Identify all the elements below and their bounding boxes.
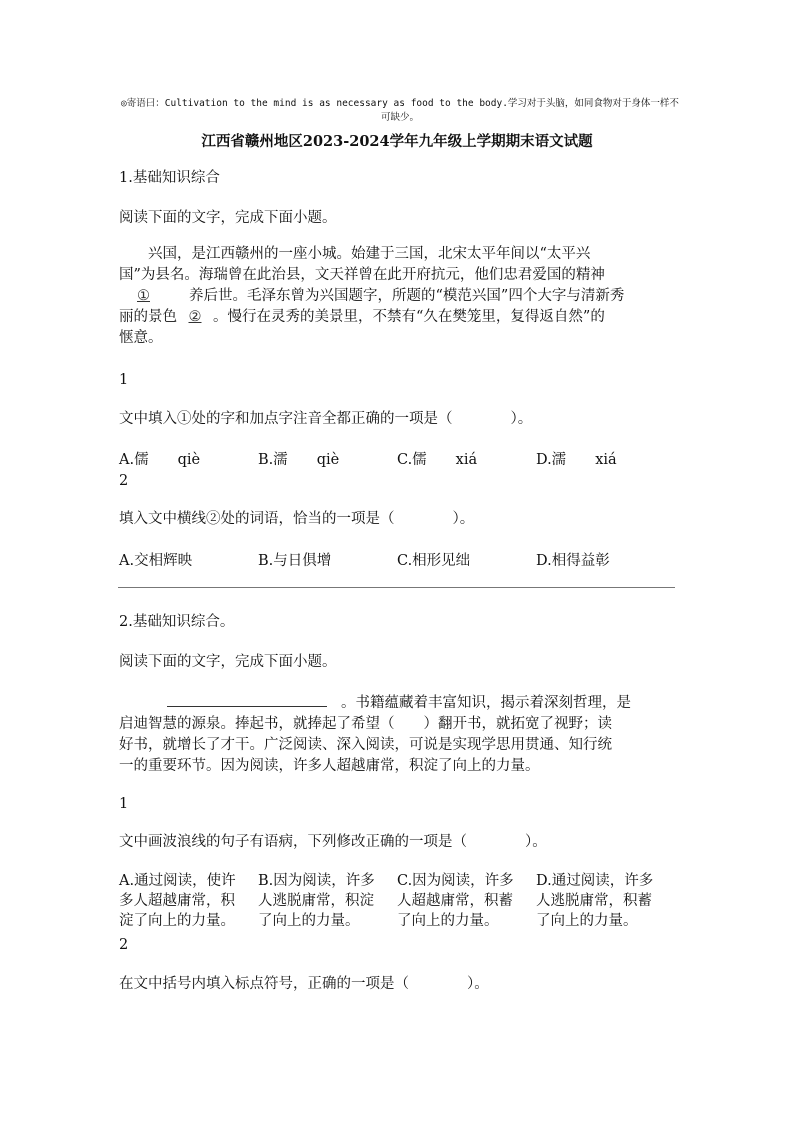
option-line: 多人超越庸常，积 [119,893,235,909]
option-line: 人逃脱庸常，积淀 [258,893,374,909]
q1-sub1-number: 1 [119,372,129,388]
q2-heading: 2.基础知识综合。 [119,614,235,630]
q1-sub2-option-c[interactable]: C.相形见绌 [397,553,471,569]
q1-passage-text: 。慢行在灵秀的美景里，不禁有“久在樊笼里，复得返自然”的 [213,309,605,325]
q2-passage-line: 好书，就增长了才干。广泛阅读、深入阅读，可说是实现学思用贯通、知行统 [119,737,612,753]
option-line: 人超越庸常，积蓄 [397,893,513,909]
q1-sub2-option-a[interactable]: A.交相辉映 [119,553,193,569]
q1-sub1-question: 文中填入①处的字和加点字注音全都正确的一项是（ ）。 [119,411,533,427]
q1-passage-line [119,307,674,328]
q2-passage [119,690,674,777]
q2-instruction: 阅读下面的文字，完成下面小题。 [119,654,337,670]
q1-passage-line: 兴国，是江西赣州的一座小城。始建于三国，北宋太平年间以“太平兴 [148,246,591,262]
option-line: 了向上的力量。 [258,913,360,929]
q2-sub1-option-b[interactable] [258,871,396,931]
option-line: D.通过阅读，许多 [536,873,654,889]
q2-passage-text: 。书籍蕴藏着丰富知识，揭示着深刻哲理，是 [341,695,631,711]
q1-sub2-number: 2 [119,473,129,489]
q2-sub1-option-c[interactable] [397,871,535,931]
q1-sub1-option-d[interactable]: D.濡 xiá [536,452,617,468]
q1-sub1-option-b[interactable]: B.濡 qiè [258,452,340,468]
option-line: B.因为阅读，许多 [258,873,375,889]
q1-passage-line [119,286,674,307]
q2-sub1-option-d[interactable] [536,871,674,931]
q1-passage-text: 丽的景色 [119,309,177,325]
section-divider [118,587,675,588]
option-line: A.通过阅读，使许 [119,873,236,889]
q1-passage-text: 养后世。毛泽东曾为兴国题字，所题的“模范兴国”四个大字与清新秀 [189,288,625,304]
option-line: 了向上的力量。 [397,913,499,929]
motto-text: ◎寄语曰：Cultivation to the mind is as necessary as food to the body.学习对于头脑，如同食物对于身体一样不可缺少。 [121,98,679,123]
blank-1: ① [137,288,150,304]
q1-passage-line: 国”为县名。海瑞曾在此治县，文天祥曾在此开府抗元，他们忠君爱国的精神 [119,267,605,283]
fill-blank-line [167,690,327,707]
q1-instruction: 阅读下面的文字，完成下面小题。 [119,210,337,226]
blank-2: ② [188,309,202,325]
q1-passage [119,244,674,349]
q1-sub2-question: 填入文中横线②处的词语，恰当的一项是（ ）。 [119,511,475,527]
option-line: 淀了向上的力量。 [119,913,235,929]
q2-passage-line: 一的重要环节。因为阅读，许多人超越庸常，积淀了向上的力量。 [119,758,540,774]
q1-sub2-option-b[interactable]: B.与日俱增 [258,553,332,569]
q2-sub1-option-a[interactable] [119,871,257,931]
option-line: 人逃脱庸常，积蓄 [536,893,652,909]
option-line: C.因为阅读，许多 [397,873,514,889]
q2-sub1-number: 1 [119,796,129,812]
q1-heading: 1.基础知识综合 [119,170,220,186]
q2-sub2-number: 2 [119,937,129,953]
q2-sub2-question: 在文中括号内填入标点符号，正确的一项是（ ）。 [119,976,489,992]
q2-passage-line [119,690,674,714]
q2-passage-line: 启迪智慧的源泉。捧起书，就捧起了希望（ ）翻开书，就拓宽了视野；读 [119,716,612,732]
q1-sub1-option-c[interactable]: C.儒 xiá [397,452,478,468]
q1-sub1-option-a[interactable]: A.儒 qiè [119,452,201,468]
q1-sub2-option-d[interactable]: D.相得益彰 [536,553,610,569]
option-line: 了向上的力量。 [536,913,638,929]
page-title: 江西省赣州地区2023-2024学年九年级上学期期末语文试题 [201,133,593,150]
q2-sub1-question: 文中画波浪线的句子有语病，下列修改正确的一项是（ ）。 [119,834,547,850]
q1-passage-line: 惬意。 [119,330,163,346]
